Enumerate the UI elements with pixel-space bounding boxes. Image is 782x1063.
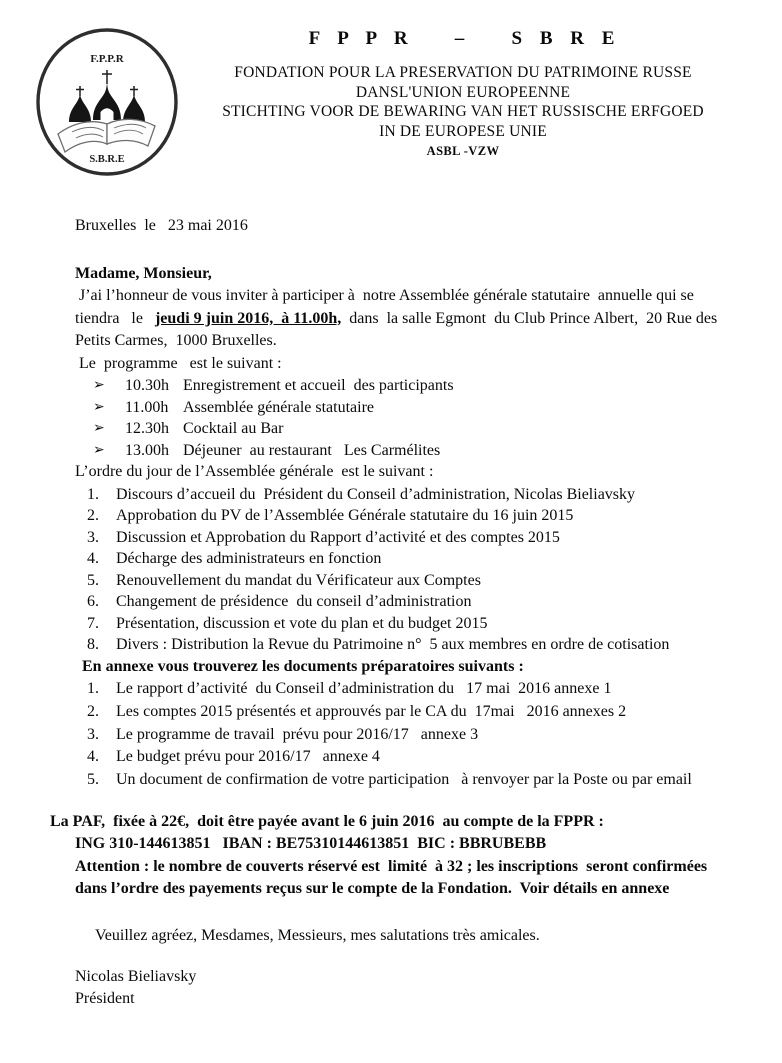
closing-salutation: Veuillez agréez, Mesdames, Messieurs, mes salutations très amicales. [95,927,540,945]
annex-item [87,746,742,769]
agenda-item [87,570,742,592]
agenda-item-text: Renouvellement du mandat du Vérificateur aux Comptes [116,571,481,589]
meeting-datetime-highlight: jeudi 9 juin 2016, à 11.00h, [154,309,342,327]
attention-line: Attention : le nombre de couverts réservé est limité à 32 ; les inscriptions seront confirmées [75,857,708,875]
program-item [93,440,742,462]
annex-list [87,678,742,792]
annex-item-text: Les comptes 2015 présentés et approuvés par le CA du 17mai 2016 annexes 2 [116,702,627,720]
program-item-label: Cocktail au Bar [183,420,284,437]
agenda-item-text: Discussion et Approbation du Rapport d’activité et des comptes 2015 [116,528,560,546]
item-number: 6. [87,593,99,610]
invitation-text-after: dans la salle Egmont du Club Prince Albert, 20 Rue des Petits Carmes, 1000 Bruxelles. [75,309,722,349]
annex-item [87,701,742,724]
annex-item-text: Le programme de travail prévu pour 2016/17 annexe 3 [116,725,479,743]
arrow-bullet-icon: ➢ [93,421,105,436]
invitation-text-before: J’ai l’honneur de vous inviter à participer à notre Assemblée générale statutaire annuelle qui se tiendra le [75,287,698,327]
item-number: 1. [87,680,99,697]
logo-sbre-text: S.B.R.E [89,154,125,165]
annex-item-text: Le budget prévu pour 2016/17 annexe 4 [116,748,380,766]
letter-body [0,215,782,1011]
legal-form-label: ASBL -VZW [426,144,500,158]
program-item [93,397,742,419]
item-number: 2. [87,702,99,720]
time-label: 12.30h [125,420,169,437]
item-number: 8. [87,636,99,653]
agenda-list [87,484,742,656]
org-name-block [182,63,744,141]
agenda-item [87,613,742,635]
org-acronym-title: F P P R – S B R E [308,28,618,49]
program-item [93,418,742,440]
program-item-label: Assemblée générale statutaire [183,398,375,416]
program-intro: Le programme est le suivant : [75,354,282,372]
time-label: 11.00h [125,398,169,416]
agenda-item [87,527,742,549]
agenda-intro: L’ordre du jour de l’Assemblée générale est le suivant : [75,463,434,480]
annex-item-text: Le rapport d’activité du Conseil d’administration du 17 mai 2016 annexe 1 [116,680,612,697]
org-logo [32,26,182,178]
dateline: Bruxelles le 23 mai 2016 [75,217,248,234]
signature-name: Nicolas Bieliavsky [75,967,197,985]
iban-line: ING 310-144613851 IBAN : BE75310144613851 BIC : BBRUBEBB [75,835,547,853]
item-number: 4. [87,550,99,567]
agenda-item [87,505,742,527]
org-name-line: IN DE EUROPESE UNIE [379,122,547,140]
program-item-label: Déjeuner au restaurant Les Carmélites [183,441,441,459]
arrow-bullet-icon: ➢ [93,442,105,458]
item-number: 4. [87,748,99,766]
item-number: 5. [87,571,99,589]
arrow-bullet-icon: ➢ [93,378,105,393]
agenda-item-text: Approbation du PV de l’Assemblée Générale statutaire du 16 juin 2015 [116,507,574,524]
annex-item [87,678,742,701]
agenda-item-text: Présentation, discussion et vote du plan et du budget 2015 [116,614,488,632]
annex-item [87,724,742,747]
agenda-item [87,548,742,570]
item-number: 2. [87,507,99,524]
agenda-item [87,591,742,613]
payment-notice [50,811,742,900]
agenda-item-text: Changement de présidence du conseil d’administration [116,593,472,610]
item-number: 3. [87,725,99,743]
program-item-label: Enregistrement et accueil des participants [183,377,454,394]
org-logo-graphic [32,26,182,178]
letterhead-text [182,26,752,178]
signature-title: Président [75,990,135,1008]
org-name-line: FONDATION POUR LA PRESERVATION DU PATRIMOINE RUSSE [234,64,692,81]
payment-amount-line: La PAF, fixée à 22€, doit être payée avant le 6 juin 2016 au compte de la FPPR : [50,812,604,830]
agenda-item-text: Divers : Distribution la Revue du Patrimoine n° 5 aux membres en ordre de cotisation [116,636,670,653]
item-number: 7. [87,614,99,632]
program-item [93,375,742,397]
program-list [93,375,742,461]
letterhead [0,0,782,178]
agenda-item [87,634,742,656]
item-number: 5. [87,771,99,789]
org-name-line: STICHTING VOOR DE BEWARING VAN HET RUSSISCHE ERFGOED [222,103,704,120]
time-label: 13.00h [125,441,169,459]
agenda-item [87,484,742,506]
invitation-paragraph [75,285,742,353]
agenda-item-text: Décharge des administrateurs en fonction [116,550,382,567]
time-label: 10.30h [125,377,169,394]
attention-line-continued: dans l’ordre des payements reçus sur le compte de la Fondation. Voir détails en annexe [75,879,670,897]
agenda-item-text: Discours d’accueil du Président du Conseil d’administration, Nicolas Bieliavsky [116,485,636,503]
item-number: 1. [87,485,99,503]
salutation: Madame, Monsieur, [75,264,212,282]
arrow-bullet-icon: ➢ [93,399,105,415]
logo-fppr-text: F.P.P.R [90,53,124,65]
annex-item [87,769,742,792]
org-name-line: DANSL'UNION EUROPEENNE [355,83,571,101]
annex-item-text: Un document de confirmation de votre participation à renvoyer par la Poste ou par email [116,771,692,789]
item-number: 3. [87,528,99,546]
annex-intro: En annexe vous trouverez les documents préparatoires suivants : [82,657,524,675]
